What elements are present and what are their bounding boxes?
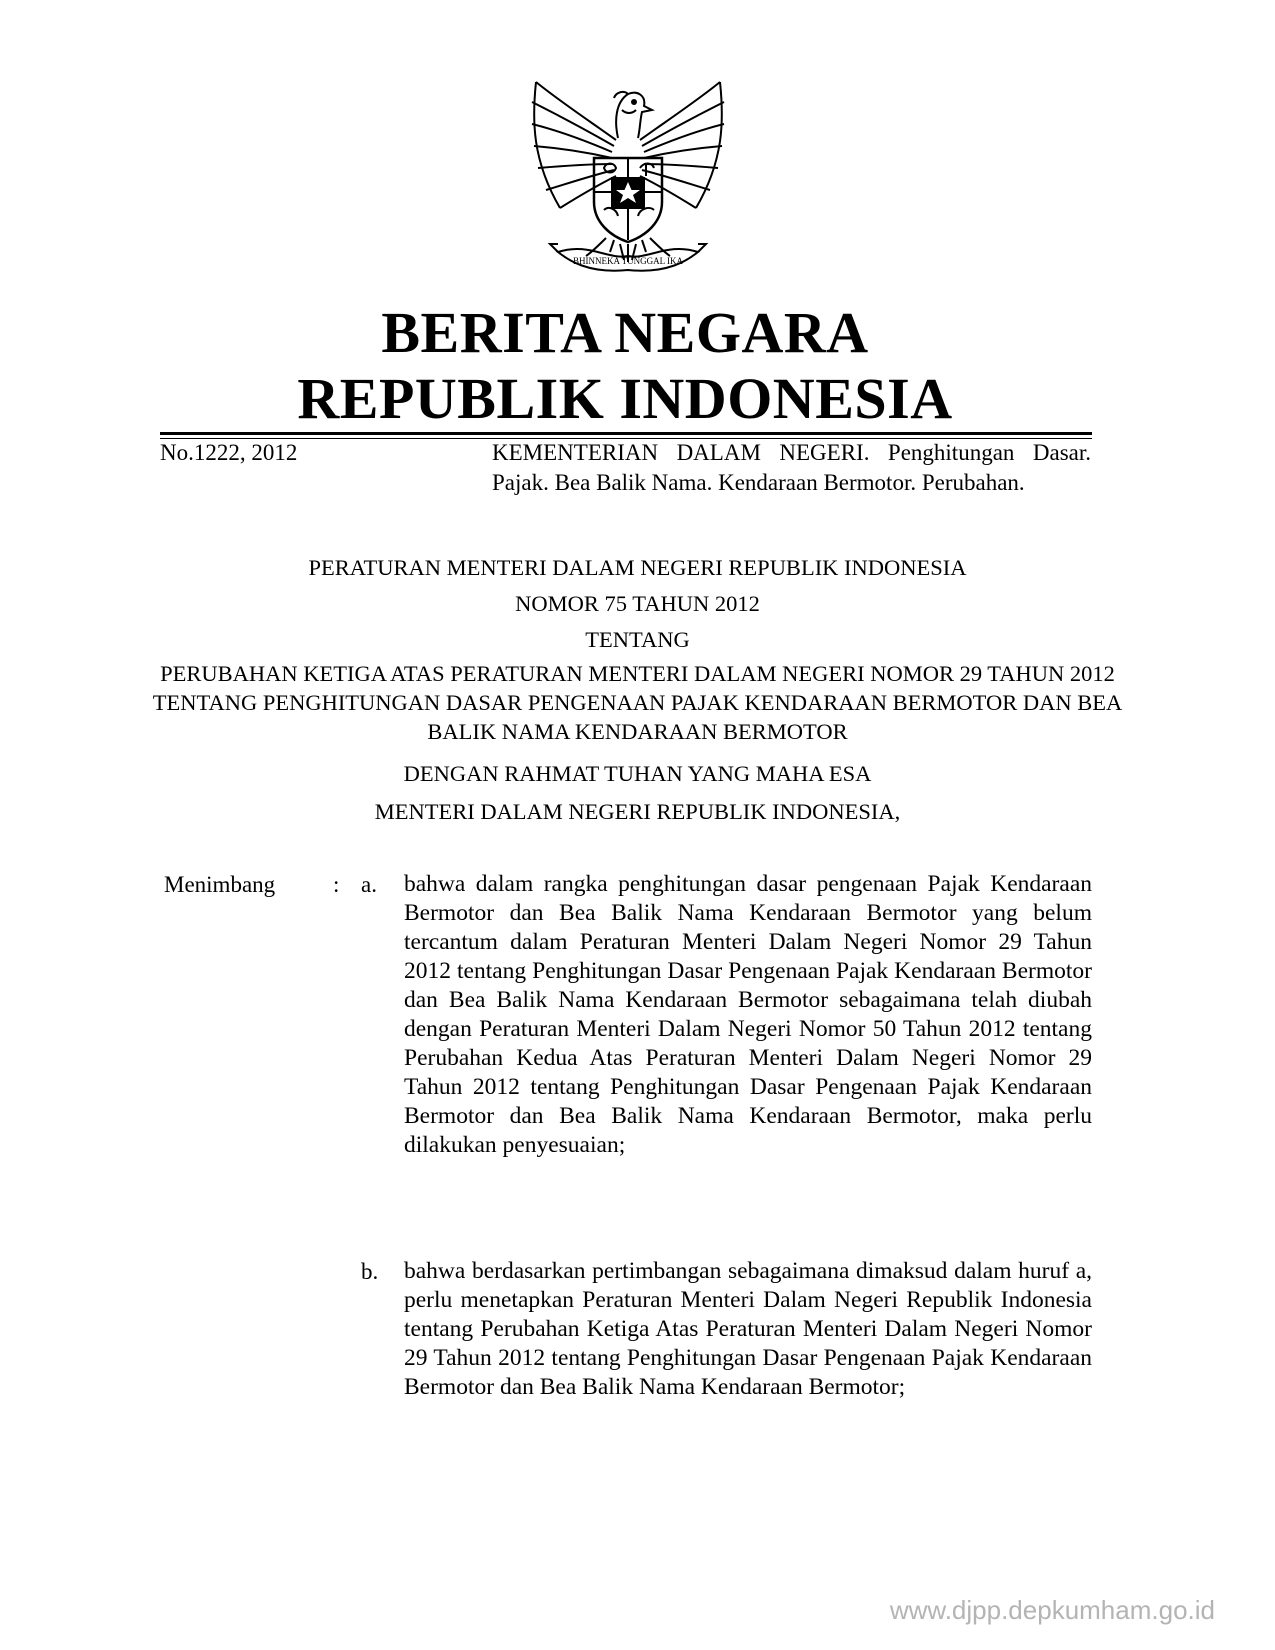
regulation-number: NOMOR 75 TAHUN 2012 xyxy=(515,591,760,616)
issue-subject: KEMENTERIAN DALAM NEGERI. Penghitungan Dasar. Pajak. Bea Balik Nama. Kendaraan Bermotor. Perubahan. xyxy=(492,440,1091,495)
masthead-rule-thick xyxy=(160,432,1092,435)
regulation-about: TENTANG xyxy=(585,627,690,652)
regulation-invocation: DENGAN RAHMAT TUHAN YANG MAHA ESA xyxy=(403,761,872,786)
consideration-a-text: bahwa dalam rangka penghitungan dasar pengenaan Pajak Kendaraan Bermotor dan Bea Balik Nama Kendaraan Bermotor yang belum tercantum dalam Peraturan Menteri Dalam Negeri Nomor 29 Tahun 2012 tentang Penghitungan Dasar Pengenaan Pajak Kendaraan Bermotor dan Bea Balik Nama Kendaraan Bermotor sebagaimana telah diubah dengan Peraturan Menteri Dalam Negeri Nomor 50 Tahun 2012 tentang Perubahan Kedua Atas Peraturan Menteri Dalam Negeri Nomor 29 Tahun 2012 tentang Penghitungan Dasar Pengenaan Pajak Kendaraan Bermotor dan Bea Balik Nama Kendaraan Bermotor, maka perlu dilakukan penyesuaian; xyxy=(404,871,1092,1158)
considerations-colon: : xyxy=(333,872,340,897)
garuda-emblem-icon xyxy=(528,80,728,276)
masthead-title-line1: BERITA NEGARA xyxy=(381,300,869,365)
considerations-label: Menimbang xyxy=(164,872,276,897)
consideration-b-text: bahwa berdasarkan pertimbangan sebagaimana dimaksud dalam huruf a, perlu menetapkan Peraturan Menteri Dalam Negeri Republik Indonesia tentang Perubahan Ketiga Atas Peraturan Menteri Dalam Negeri Nomor 29 Tahun 2012 tentang Penghitungan Dasar Pengenaan Pajak Kendaraan Bermotor dan Bea Balik Nama Kendaraan Bermotor; xyxy=(404,1258,1092,1400)
regulation-issuer: MENTERI DALAM NEGERI REPUBLIK INDONESIA, xyxy=(374,799,901,824)
regulation-subject: PERUBAHAN KETIGA ATAS PERATURAN MENTERI DALAM NEGERI NOMOR 29 TAHUN 2012 TENTANG PENGHITUNGAN DASAR PENGENAAN PAJAK KENDARAAN BERMOTOR DAN BEA BALIK NAMA KENDARAAN BERMOTOR xyxy=(152,661,1123,744)
source-watermark: www.djpp.depkumham.go.id xyxy=(889,1595,1215,1625)
consideration-b-letter: b. xyxy=(361,1259,379,1284)
emblem-motto: BHINNEKA TUNGGAL IKA xyxy=(573,256,683,266)
regulation-title: PERATURAN MENTERI DALAM NEGERI REPUBLIK INDONESIA xyxy=(308,555,967,580)
consideration-a-letter: a. xyxy=(361,872,377,897)
masthead-title-line2: REPUBLIK INDONESIA xyxy=(297,366,953,431)
issue-number: No.1222, 2012 xyxy=(160,440,298,465)
